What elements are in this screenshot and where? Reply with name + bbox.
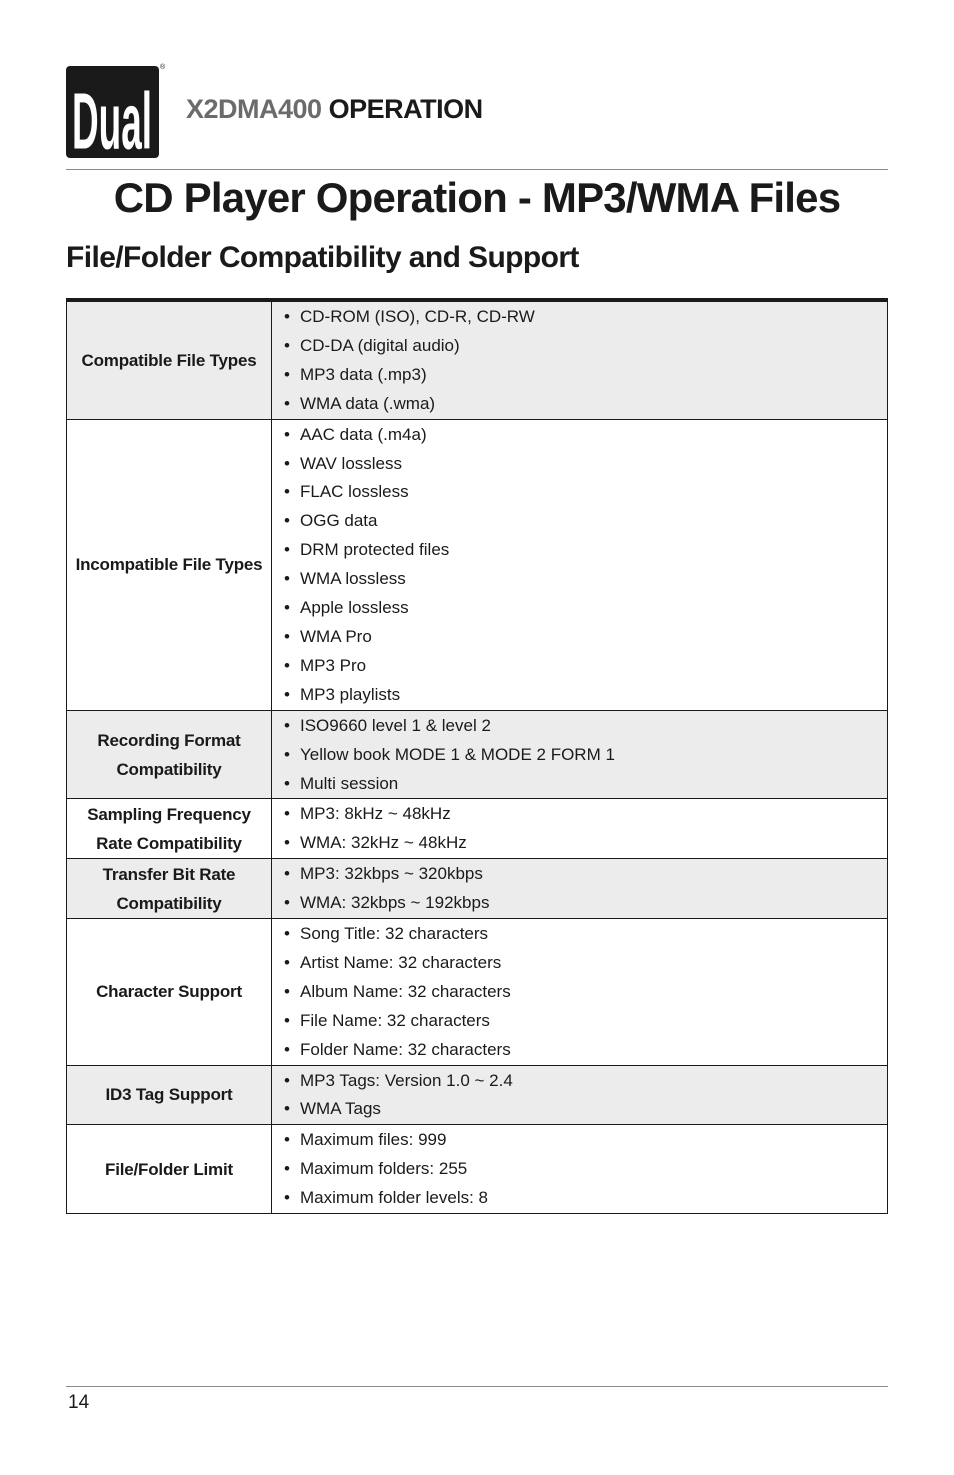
- row-label: Incompatible File Types: [75, 555, 263, 575]
- row-label: Character Support: [96, 982, 242, 1002]
- row-label-cell: [67, 710, 272, 799]
- list-item: • Song Title: 32 characters: [284, 920, 887, 949]
- bullet-list: [272, 1066, 887, 1125]
- list-item: • WMA: 32kHz ~ 48kHz: [284, 829, 887, 858]
- compatibility-table: [66, 298, 888, 1214]
- row-label: File/Folder Limit: [105, 1159, 233, 1179]
- list-item: • Maximum folders: 255: [284, 1155, 887, 1184]
- table-row: [67, 799, 888, 859]
- page-number: 14: [68, 1392, 90, 1413]
- row-items-cell: [272, 799, 888, 859]
- bullet-list: [272, 420, 887, 710]
- list-item: • FLAC lossless: [284, 478, 887, 507]
- row-items-cell: [272, 1065, 888, 1125]
- model-name: X2DMA400: [186, 94, 322, 124]
- table-row: [67, 859, 888, 919]
- row-items-cell: [272, 1125, 888, 1214]
- list-item: • Maximum folder levels: 8: [284, 1184, 887, 1213]
- list-item: • Multi session: [284, 770, 887, 799]
- row-label: Transfer Bit Rate Compatibility: [102, 864, 236, 913]
- row-label-cell: [67, 419, 272, 710]
- header-divider: [66, 169, 888, 170]
- list-item: • MP3 data (.mp3): [284, 361, 887, 390]
- bullet-list: [272, 919, 887, 1065]
- bullet-list: [272, 1125, 887, 1213]
- list-item: • MP3: 32kbps ~ 320kbps: [284, 860, 887, 889]
- dual-logo: [66, 66, 159, 167]
- row-items-cell: [272, 419, 888, 710]
- list-item: • AAC data (.m4a): [284, 421, 887, 450]
- list-item: • WMA Pro: [284, 623, 887, 652]
- row-label: ID3 Tag Support: [105, 1085, 233, 1105]
- row-items-cell: [272, 710, 888, 799]
- list-item: • CD-ROM (ISO), CD-R, CD-RW: [284, 303, 887, 332]
- row-label: Recording Format Compatibility: [97, 730, 241, 779]
- list-item: • WAV lossless: [284, 450, 887, 479]
- list-item: • OGG data: [284, 507, 887, 536]
- table-row: [67, 419, 888, 710]
- list-item: • Folder Name: 32 characters: [284, 1036, 887, 1065]
- list-item: • MP3 Pro: [284, 652, 887, 681]
- list-item: • MP3: 8kHz ~ 48kHz: [284, 800, 887, 829]
- registered-mark: ®: [160, 64, 166, 71]
- header-title: [186, 94, 483, 125]
- row-label-cell: [67, 799, 272, 859]
- table-row: [67, 1125, 888, 1214]
- list-item: • WMA: 32kbps ~ 192kbps: [284, 889, 887, 918]
- section-name: OPERATION: [328, 94, 483, 124]
- page-title: CD Player Operation - MP3/WMA Files: [113, 174, 841, 221]
- row-label: Compatible File Types: [81, 350, 257, 370]
- section-heading: File/Folder Compatibility and Support: [66, 241, 579, 274]
- table-row: [67, 919, 888, 1066]
- row-label-cell: [67, 859, 272, 919]
- row-label: Sampling Frequency Rate Compatibility: [87, 804, 251, 853]
- list-item: • MP3 Tags: Version 1.0 ~ 2.4: [284, 1067, 887, 1096]
- row-items-cell: [272, 300, 888, 419]
- row-label-cell: [67, 1065, 272, 1125]
- list-item: • WMA data (.wma): [284, 390, 887, 419]
- list-item: • File Name: 32 characters: [284, 1007, 887, 1036]
- row-label-cell: [67, 919, 272, 1066]
- bullet-list: [272, 859, 887, 918]
- bullet-list: [272, 799, 887, 858]
- list-item: • Artist Name: 32 characters: [284, 949, 887, 978]
- row-items-cell: [272, 859, 888, 919]
- footer-divider: [66, 1386, 888, 1387]
- table-row: [67, 710, 888, 799]
- table-row: [67, 1065, 888, 1125]
- list-item: • DRM protected files: [284, 536, 887, 565]
- row-label-cell: [67, 300, 272, 419]
- list-item: • Apple lossless: [284, 594, 887, 623]
- row-items-cell: [272, 919, 888, 1066]
- bullet-list: [272, 302, 887, 419]
- list-item: • Maximum files: 999: [284, 1126, 887, 1155]
- list-item: • Album Name: 32 characters: [284, 978, 887, 1007]
- list-item: • Yellow book MODE 1 & MODE 2 FORM 1: [284, 741, 887, 770]
- list-item: • WMA lossless: [284, 565, 887, 594]
- bullet-list: [272, 711, 887, 799]
- svg-text:Dual: Dual: [72, 76, 152, 167]
- list-item: • MP3 playlists: [284, 681, 887, 710]
- table-row: [67, 300, 888, 419]
- row-label-cell: [67, 1125, 272, 1214]
- list-item: • WMA Tags: [284, 1095, 887, 1124]
- list-item: • CD-DA (digital audio): [284, 332, 887, 361]
- list-item: • ISO9660 level 1 & level 2: [284, 712, 887, 741]
